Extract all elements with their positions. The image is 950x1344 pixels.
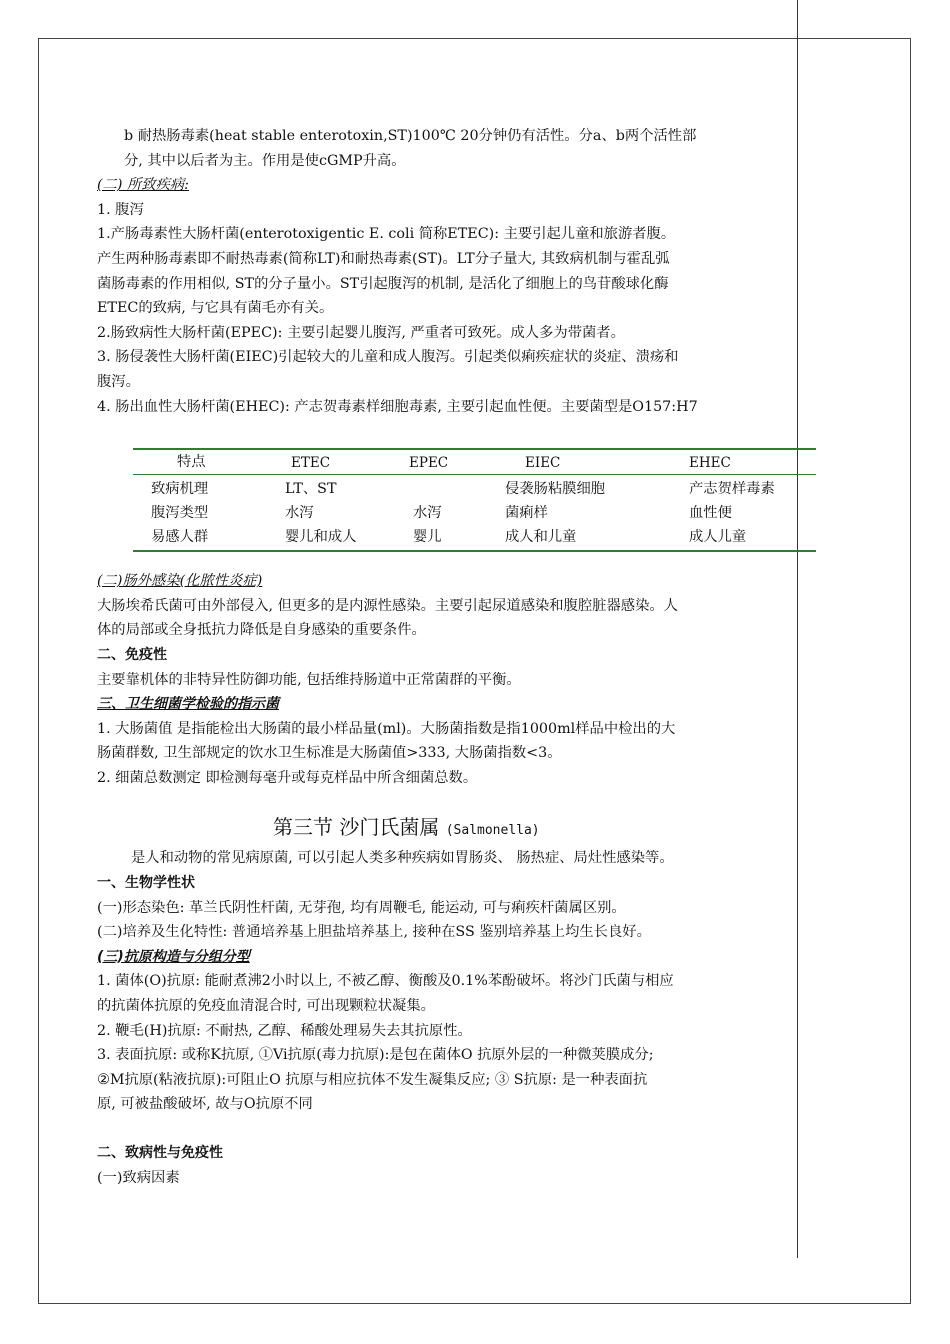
- table-cell: 产志贺样毒素: [689, 481, 775, 497]
- table-cell: 菌痢样: [505, 505, 548, 521]
- text-line: 体的局部或全身抵抗力降低是自身感染的重要条件。: [97, 622, 426, 639]
- table-cell: 成人儿童: [689, 529, 747, 545]
- text-line: 主要靠机体的非特异性防御功能, 包括维持肠道中正常菌群的平衡。: [97, 671, 521, 688]
- chapter-title-latin: (Salmonella): [445, 823, 540, 839]
- document-body: [97, 124, 787, 1190]
- table-header-cell: 特点: [177, 454, 206, 470]
- text-line: 3. 肠侵袭性大肠杆菌(EIEC)引起较大的儿童和成人腹泻。引起类似痢疾症状的炎症、溃疡和: [97, 349, 679, 366]
- text-line: 原, 可被盐酸破坏, 故与O抗原不同: [97, 1096, 313, 1113]
- table-cell: 婴儿: [413, 529, 442, 545]
- text-line: (二)培养及生化特性: 普通培养基上胆盐培养基上, 接种在SS 鉴别培养基上均生长良好。: [97, 924, 651, 941]
- text-line: 菌肠毒素的作用相似, ST的分子量小。ST引起腹泻的机制, 是活化了细胞上的鸟苷酸球化酶: [97, 275, 669, 292]
- text-line: 4. 肠出血性大肠杆菌(EHEC): 产志贺毒素样细胞毒素, 主要引起血性便。主要菌型是O157:H7: [97, 398, 698, 415]
- subheading: (二) 所致疾病:: [97, 177, 190, 194]
- text-line: 1. 菌体(O)抗原: 能耐煮沸2小时以上, 不被乙醇、衡酸及0.1%苯酚破坏。将沙门氏菌与相应: [97, 973, 674, 990]
- text-line: 1. 腹泻: [97, 201, 144, 218]
- table-cell: LT、ST: [285, 481, 337, 497]
- section-heading: 三、卫生细菌学检验的指示菌: [97, 696, 279, 713]
- text-line: 2.肠致病性大肠杆菌(EPEC): 主要引起婴儿腹泻, 严重者可致死。成人多为带菌者。: [97, 324, 625, 341]
- table-top-rule: [133, 448, 816, 450]
- table-cell: 致病机理: [151, 481, 209, 497]
- subheading: (二)肠外感染(化脓性炎症): [97, 573, 263, 590]
- chapter-title: [97, 812, 787, 846]
- margin-line: [797, 0, 798, 1258]
- table-header-rule: [133, 474, 816, 475]
- text-line: 的抗菌体抗原的免疫血清混合时, 可出现颗粒状凝集。: [97, 998, 435, 1015]
- table-cell: 成人和儿童: [505, 529, 577, 545]
- table-cell: 水泻: [285, 505, 314, 521]
- table-bottom-rule: [133, 550, 816, 552]
- section-heading: 二、致病性与免疫性: [97, 1145, 223, 1161]
- blank-line: [97, 1117, 787, 1141]
- text-line: 分, 其中以后者为主。作用是使cGMP升高。: [124, 152, 406, 169]
- table-header-cell: ETEC: [291, 455, 331, 471]
- text-line: 2. 细菌总数测定 即检测每毫升或每克样品中所含细菌总数。: [97, 769, 478, 786]
- table-header-cell: EIEC: [525, 455, 561, 471]
- text-line: 3. 表面抗原: 或称K抗原, ①Vi抗原(毒力抗原):是包在菌体O 抗原外层的一种微荚膜成分;: [97, 1047, 654, 1064]
- text-line: 1. 大肠菌值 是指能检出大肠菌的最小样品量(ml)。大肠菌指数是指1000ml样品中检出的大: [97, 720, 676, 737]
- text-line: ETEC的致病, 与它具有菌毛亦有关。: [97, 300, 334, 317]
- table-cell: 易感人群: [151, 529, 209, 545]
- text-line: (一)致病因素: [97, 1169, 180, 1186]
- text-line: 2. 鞭毛(H)抗原: 不耐热, 乙醇、稀酸处理易失去其抗原性。: [97, 1022, 472, 1039]
- text-line: b 耐热肠毒素(heat stable enterotoxin,ST)100℃ 20分钟仍有活性。分a、b两个活性部: [124, 128, 697, 144]
- table-cell: 血性便: [689, 505, 732, 521]
- table-cell: 婴儿和成人: [285, 529, 357, 545]
- section-heading: 一、生物学性状: [97, 875, 195, 892]
- text-line: (一)形态染色: 革兰氏阴性杆菌, 无芽孢, 均有周鞭毛, 能运动, 可与痢疾杆菌属区别。: [97, 899, 626, 916]
- text-line: ②M抗原(粘液抗原):可阻止O 抗原与相应抗体不发生凝集反应; ③ S抗原: 是一种表面抗: [97, 1071, 648, 1088]
- table-cell: 水泻: [413, 505, 442, 521]
- text-line: 大肠埃希氏菌可由外部侵入, 但更多的是内源性感染。主要引起尿道感染和腹腔脏器感染。人: [97, 597, 678, 614]
- text-line: 腹泻。: [97, 373, 140, 390]
- table-header-cell: EPEC: [409, 455, 449, 471]
- text-line: 是人和动物的常见病原菌, 可以引起人类多种疾病如胃肠炎、 肠热症、局灶性感染等。: [131, 850, 674, 867]
- text-line: 1.产肠毒素性大肠杆菌(enterotoxigentic E. coli 简称ETEC): 主要引起儿童和旅游者腹。: [97, 226, 676, 243]
- section-heading: 二、免疫性: [97, 646, 167, 663]
- text-line: 肠菌群数, 卫生部规定的饮水卫生标准是大肠菌值>333, 大肠菌指数<3。: [97, 745, 562, 762]
- section-heading: (三)抗原构造与分组分型: [97, 948, 250, 965]
- table-cell: 腹泻类型: [151, 505, 209, 521]
- table-cell: 侵袭肠粘膜细胞: [505, 481, 606, 497]
- text-line: 产生两种肠毒素即不耐热毒素(简称LT)和耐热毒素(ST)。LT分子量大, 其致病机制与霍乱弧: [97, 250, 670, 267]
- chapter-title-text: 第三节 沙门氏菌属: [273, 815, 440, 840]
- table-header-cell: EHEC: [689, 455, 731, 471]
